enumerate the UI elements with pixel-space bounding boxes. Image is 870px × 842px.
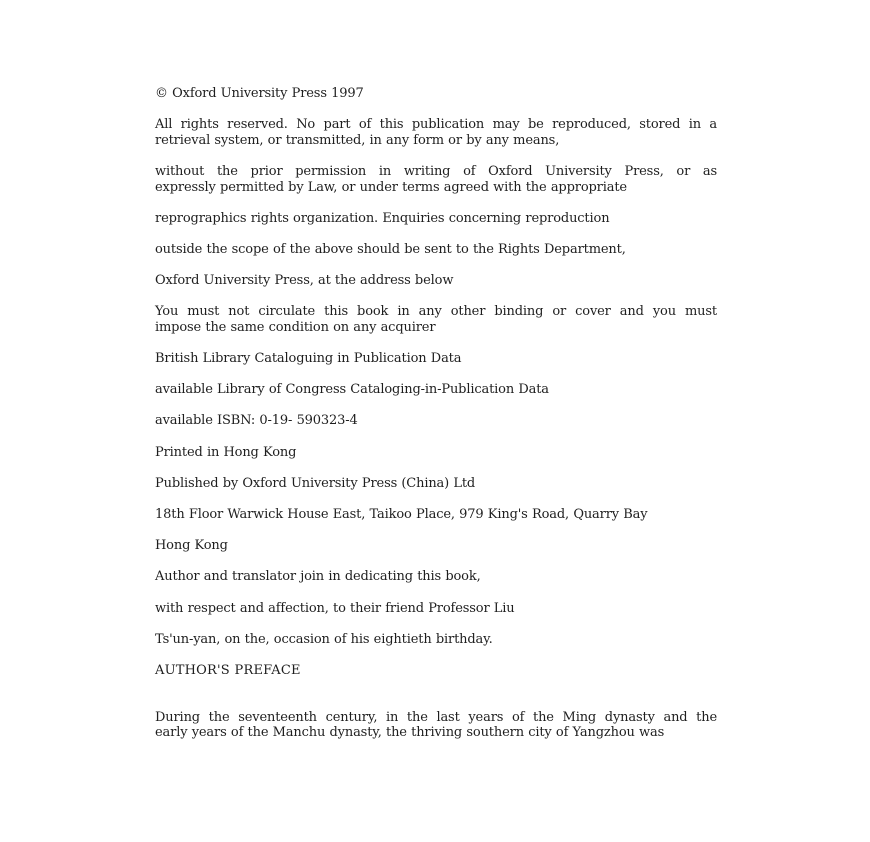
text-line: available ISBN: 0-19- 590323-4 [155, 413, 358, 429]
reprographics-line [155, 211, 717, 227]
text-line: All rights reserved. No part of this publication may be reproduced, stored in a [155, 117, 717, 133]
text-line: Author and translator join in dedicating this book, [155, 569, 481, 585]
preface-opening-paragraph [155, 710, 717, 741]
text-line: with respect and affection, to their friend Professor Liu [155, 600, 515, 616]
dedication-line-3 [155, 632, 717, 648]
section-heading-text: AUTHOR'S PREFACE [155, 662, 301, 678]
text-line: Oxford University Press, at the address below [155, 273, 454, 289]
text-line: expressly permitted by Law, or under terms agreed with the appropriate [155, 179, 627, 195]
text-line: reprographics rights organization. Enquiries concerning reproduction [155, 210, 610, 226]
text-line: © Oxford University Press 1997 [155, 86, 364, 101]
oup-address-intro-line [155, 273, 717, 289]
text-line: You must not circulate this book in any other binding or cover and you must [155, 304, 717, 320]
congress-cataloging-line [155, 382, 717, 398]
text-line: outside the scope of the above should be sent to the Rights Department, [155, 241, 626, 257]
printed-in-line [155, 445, 717, 461]
british-library-line [155, 351, 717, 367]
publisher-line [155, 476, 717, 492]
text-line: available Library of Congress Cataloging-in-Publication Data [155, 382, 549, 398]
permission-paragraph [155, 164, 717, 195]
preface-heading [155, 663, 717, 679]
circulation-paragraph [155, 304, 717, 335]
text-line: retrieval system, or transmitted, in any form or by any means, [155, 132, 560, 148]
dedication-line-1 [155, 569, 717, 585]
isbn-line [155, 413, 717, 429]
text-line: 18th Floor Warwick House East, Taikoo Place, 979 King's Road, Quarry Bay [155, 507, 648, 523]
dedication-line-2 [155, 601, 717, 617]
copyright-notice [155, 86, 717, 102]
text-line: During the seventeenth century, in the last years of the Ming dynasty and the [155, 709, 717, 725]
text-line: early years of the Manchu dynasty, the thriving southern city of Yangzhou was [155, 725, 665, 741]
text-line: British Library Cataloguing in Publication Data [155, 351, 462, 367]
text-line: Printed in Hong Kong [155, 444, 297, 460]
text-line: Published by Oxford University Press (China) Ltd [155, 475, 476, 491]
text-line: impose the same condition on any acquirer [155, 319, 436, 335]
text-line: Hong Kong [155, 538, 228, 554]
rights-department-line [155, 242, 717, 258]
text-line: without the prior permission in writing of Oxford University Press, or as [155, 163, 717, 179]
rights-reserved-paragraph [155, 117, 717, 148]
publisher-city-line [155, 538, 717, 554]
text-line: Ts'un-yan, on the, occasion of his eightieth birthday. [155, 631, 493, 647]
publisher-address-line [155, 507, 717, 523]
